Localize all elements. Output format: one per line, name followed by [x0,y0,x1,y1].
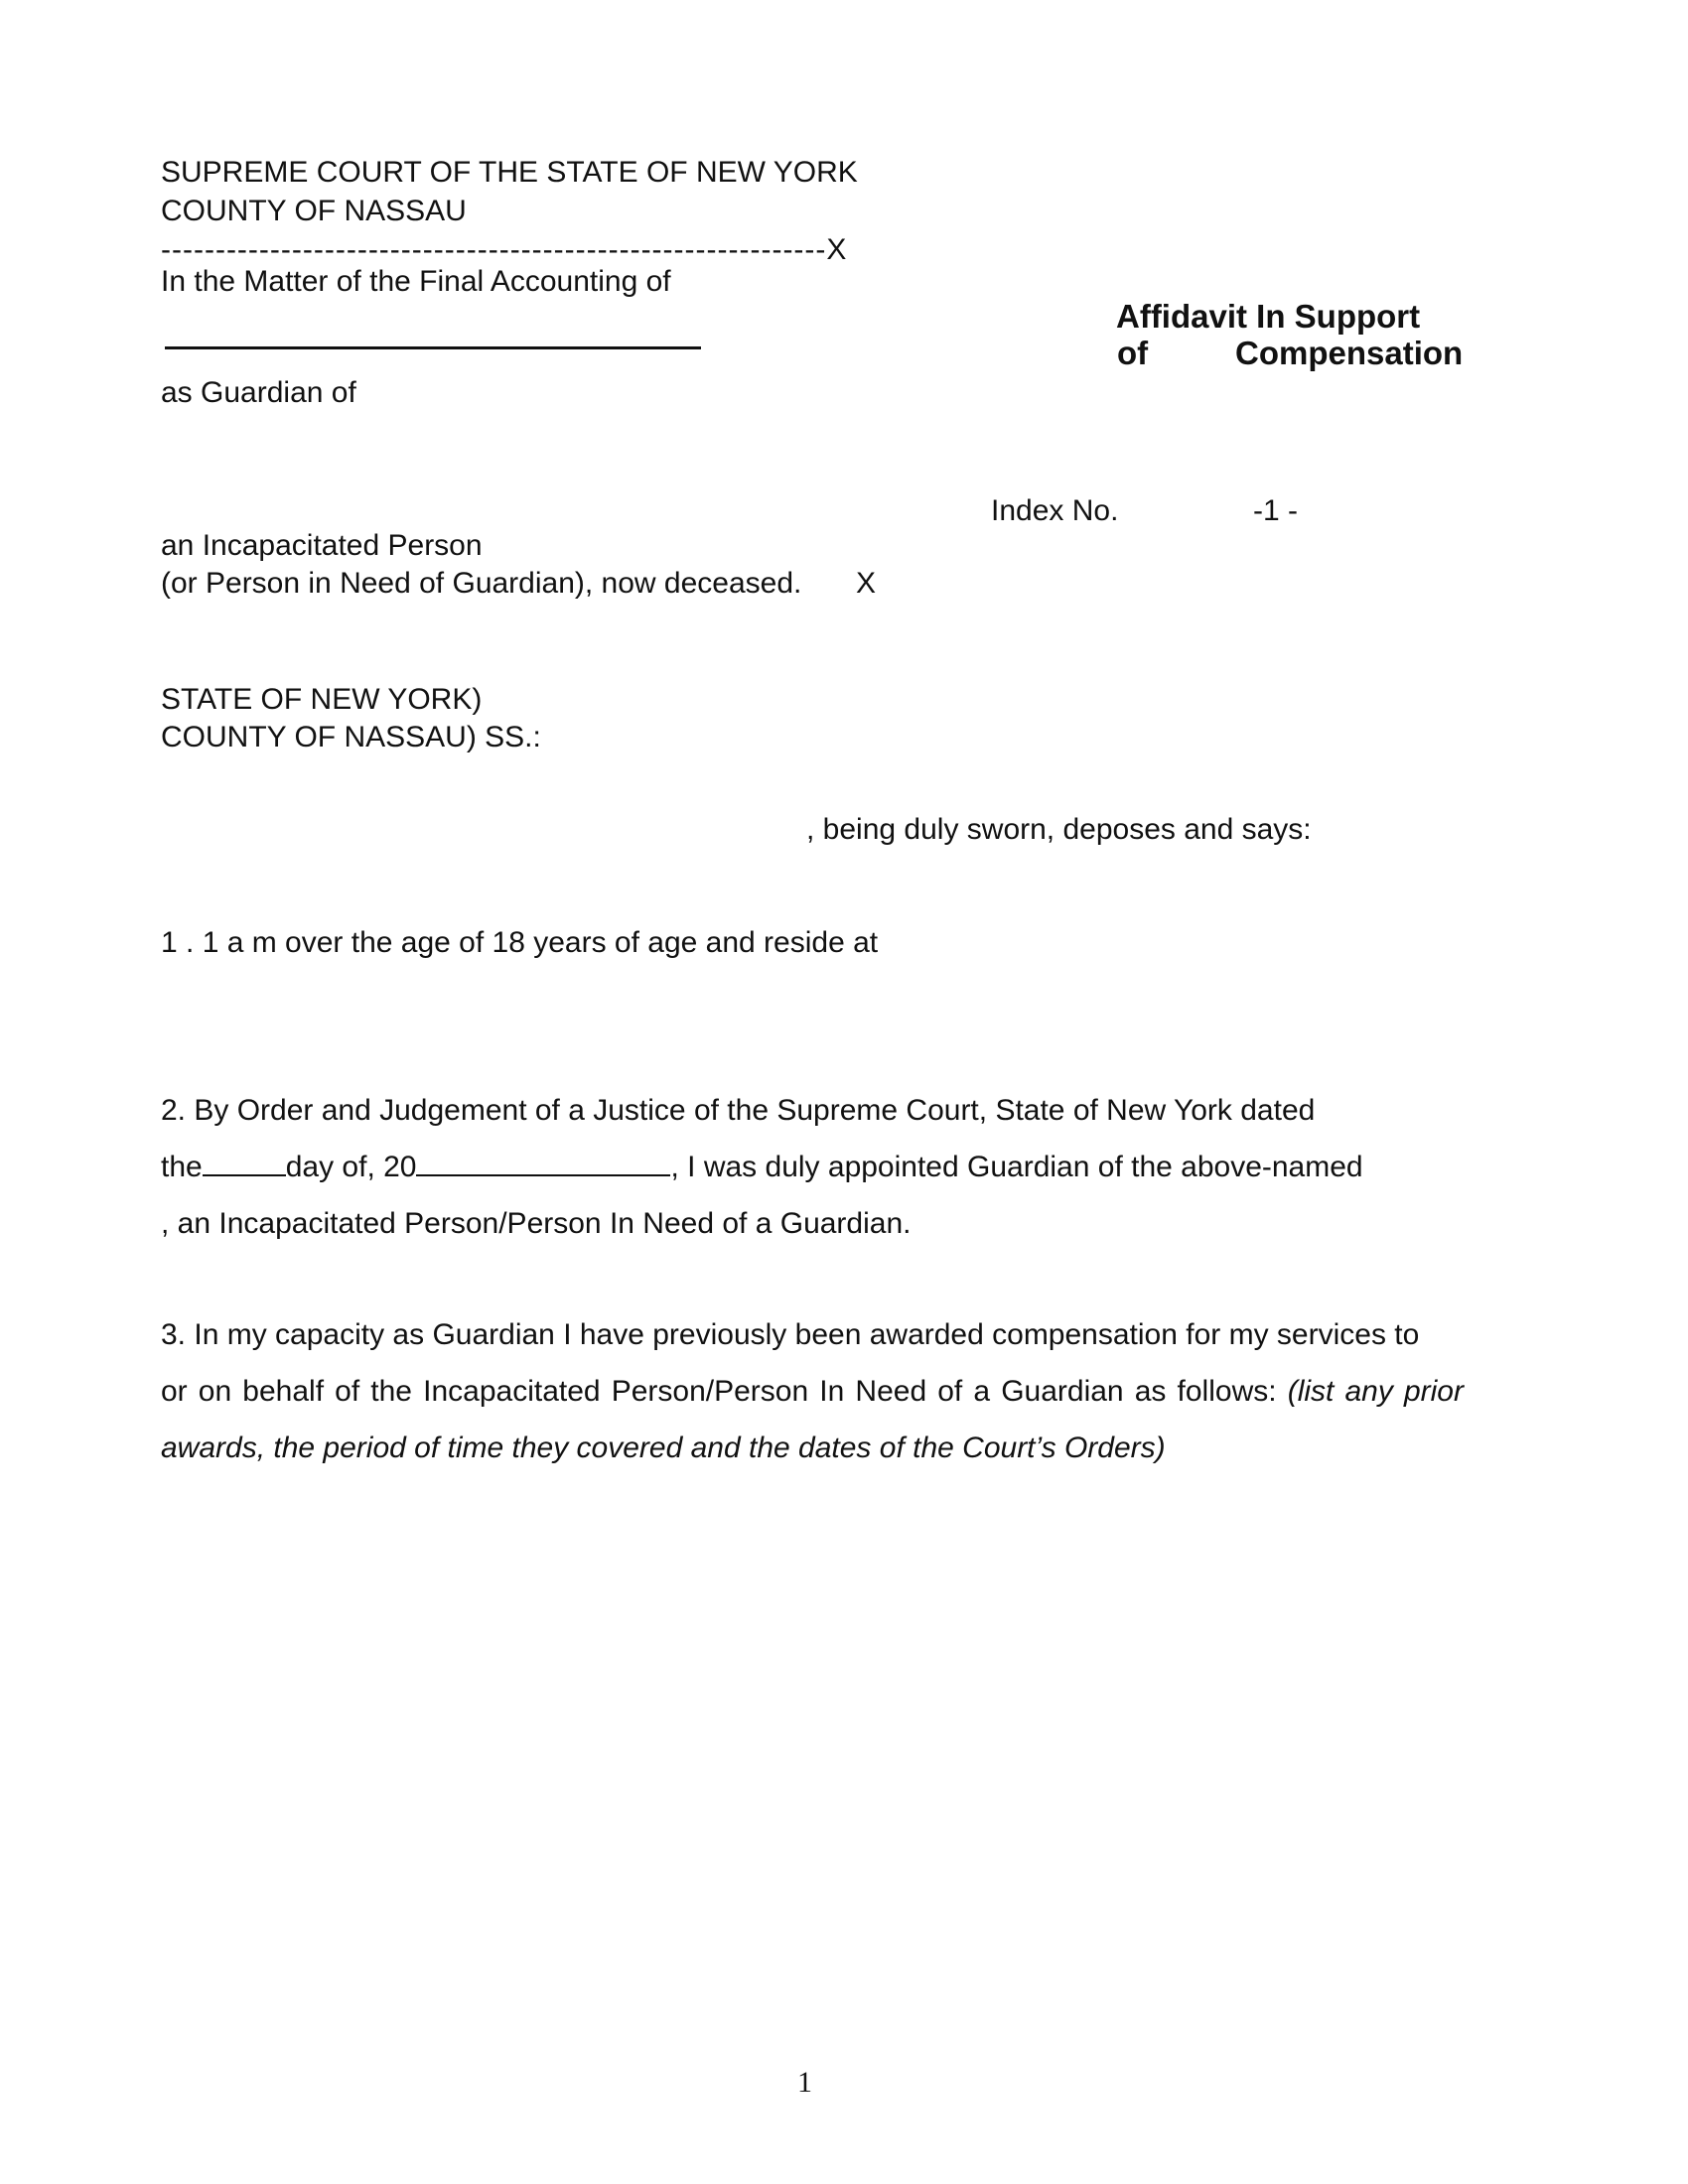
paragraph-3-line1: 3. In my capacity as Guardian I have previously been awarded compensation for my services to [161,1318,1420,1351]
court-county: COUNTY OF NASSAU [161,195,467,227]
court-name: SUPREME COURT OF THE STATE OF NEW YORK [161,156,858,189]
year-blank [416,1151,670,1176]
page-number: 1 [797,2066,812,2099]
index-number-label: Index No. [991,494,1119,527]
paragraph-2 [161,1082,1472,1252]
venue-county: COUNTY OF NASSAU) SS.: [161,721,541,753]
document-title-compensation: Compensation [1235,335,1464,371]
day-blank [203,1151,286,1176]
paragraph-3 [161,1306,1464,1476]
caption-dash-line [161,232,847,268]
incapacitated-person-label: an Incapacitated Person [161,529,483,562]
paragraph-2-appointed: , I was duly appointed Guardian of the above-named [670,1151,1363,1183]
paragraph-3-line2-italic: (list any prior [1287,1375,1464,1408]
paragraph-2-line3: , an Incapacitated Person/Person In Need of a Guardian. [161,1207,912,1240]
paragraph-3-line2-text: or on behalf of the Incapacitated Person/Person In Need of a Guardian as follows: [161,1375,1288,1408]
venue-state: STATE OF NEW YORK) [161,683,483,716]
dash-x-mark: X [826,233,848,266]
person-in-need-label: (or Person in Need of Guardian), now deceased. [161,567,802,600]
paragraph-3-line3: awards, the period of time they covered and the dates of the Court’s Orders) [161,1432,1166,1464]
sworn-statement: , being duly sworn, deposes and says: [806,813,1312,846]
paragraph-2-the: the [161,1151,203,1183]
paragraph-3-line2 [161,1363,1464,1420]
index-page-marker: -1 - [1253,494,1298,527]
caption-closing-x: X [856,567,877,600]
guardian-name-blank [165,346,701,349]
paragraph-1: 1 . 1 a m over the age of 18 years of age and reside at [161,926,879,959]
paragraph-2-line1: 2. By Order and Judgement of a Justice of the Supreme Court, State of New York dated [161,1094,1316,1127]
as-guardian-label: as Guardian of [161,376,356,409]
dash-rule: ------------------------------------------------------------- [161,233,827,266]
paragraph-2-line2 [161,1139,1472,1195]
matter-line: In the Matter of the Final Accounting of [161,265,671,298]
document-title-line1: Affidavit In Support [1116,298,1421,335]
document-title-of: of [1117,335,1149,371]
paragraph-2-day-of: day of, 20 [285,1151,417,1183]
